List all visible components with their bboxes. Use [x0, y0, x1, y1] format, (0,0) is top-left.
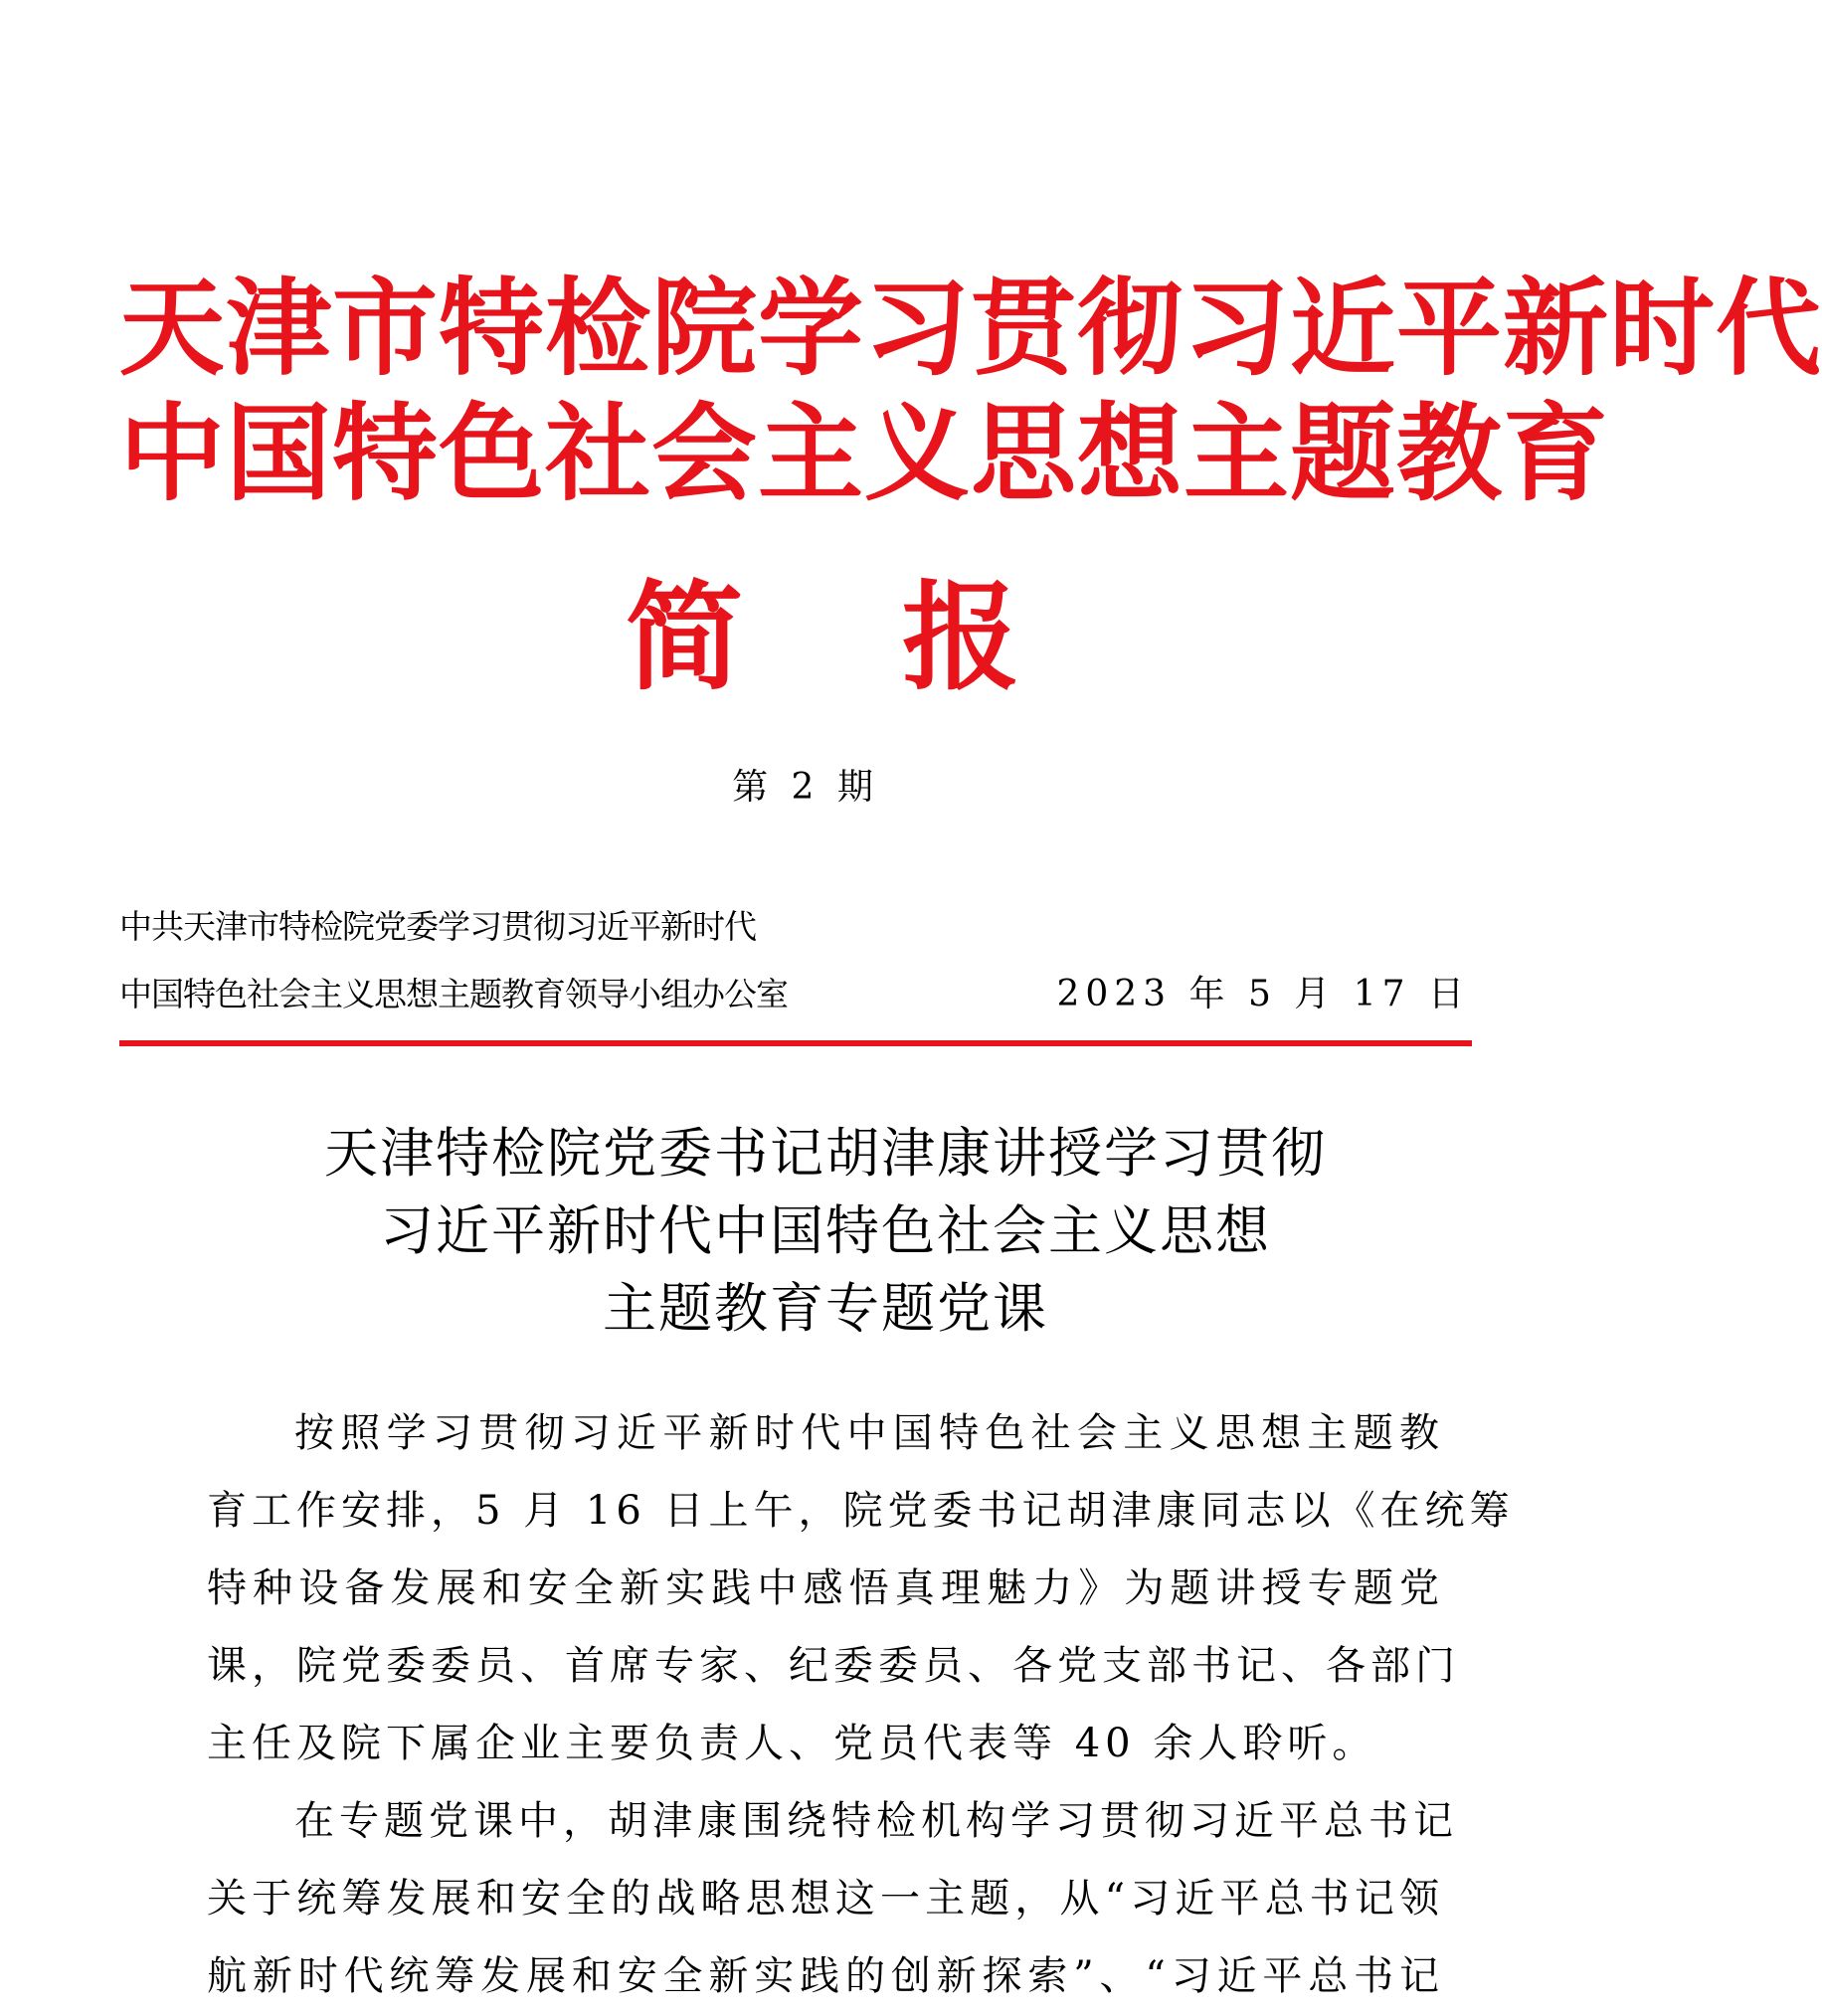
- paragraph-1-line-2: 育工作安排，5 月 16 日上午，院党委书记胡津康同志以《在统筹: [207, 1488, 1515, 1534]
- article-headline-line-2: 习近平新时代中国特色社会主义思想: [380, 1199, 1271, 1262]
- issue-date: 2023 年 5 月 17 日: [1056, 974, 1470, 1014]
- paragraph-2-line-2: 关于统筹发展和安全的战略思想这一主题，从“习近平总书记领: [207, 1876, 1444, 1922]
- issue-number: 第 2 期: [732, 767, 879, 808]
- paragraph-2-line-1: 在专题党课中，胡津康围绕特检机构学习贯彻习近平总书记: [294, 1798, 1458, 1844]
- masthead-title-line-2: 中国特色社会主义思想主题教育: [119, 393, 1609, 515]
- issuer-line-2: 中国特色社会主义思想主题教育领导小组办公室: [119, 975, 788, 1013]
- paragraph-1-line-5: 主任及院下属企业主要负责人、党员代表等 40 余人聆听。: [207, 1721, 1377, 1766]
- issuer-line-1: 中共天津市特检院党委学习贯彻习近平新时代: [119, 907, 756, 946]
- paragraph-1-line-1: 按照学习贯彻习近平新时代中国特色社会主义思想主题教: [294, 1410, 1444, 1456]
- masthead-title-line-1: 天津市特检院学习贯彻习近平新时代: [119, 268, 1822, 390]
- article-headline-line-3: 主题教育专题党课: [603, 1277, 1048, 1340]
- red-divider-line: [119, 1040, 1472, 1046]
- paragraph-1-line-3: 特种设备发展和安全新实践中感悟真理魅力》为题讲授专题党: [207, 1565, 1444, 1611]
- paragraph-1-line-4: 课，院党委委员、首席专家、纪委委员、各党支部书记、各部门: [207, 1643, 1460, 1689]
- bulletin-label: 简报: [625, 569, 1179, 706]
- article-headline-line-1: 天津特检院党委书记胡津康讲授学习贯彻: [324, 1122, 1327, 1185]
- paragraph-2-line-3: 航新时代统筹发展和安全新实践的创新探索”、“习近平总书记: [207, 1953, 1444, 1999]
